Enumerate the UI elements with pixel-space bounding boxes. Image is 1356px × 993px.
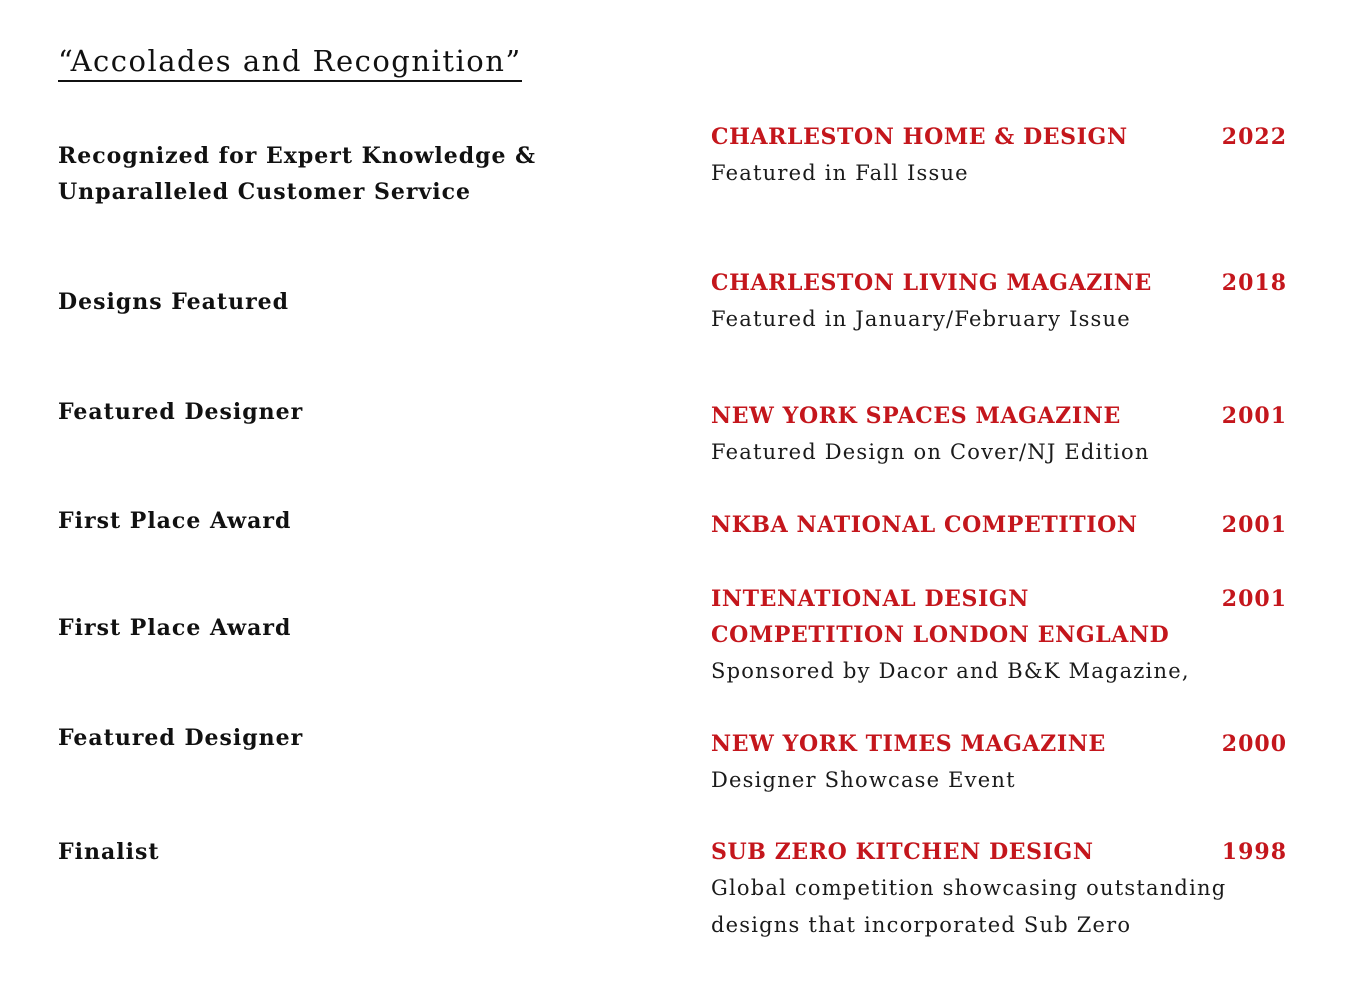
accolade-label-line: Featured Designer	[58, 399, 304, 425]
accolade-label-line: Finalist	[58, 839, 160, 865]
accolade-label-line: Featured Designer	[58, 725, 304, 751]
accolade-label	[58, 834, 160, 870]
award-year: 2000	[1221, 731, 1287, 757]
publication-description: Featured in Fall Issue	[711, 161, 969, 185]
award-year: 2022	[1221, 124, 1287, 150]
publication-description: designs that incorporated Sub Zero	[711, 913, 1132, 937]
publication-name: INTENATIONAL DESIGN	[711, 586, 1029, 612]
accolade-label-line: First Place Award	[58, 508, 292, 534]
publication-description: Featured Design on Cover/NJ Edition	[711, 440, 1150, 464]
accolade-entry	[711, 507, 1291, 543]
accolade-label	[58, 138, 536, 210]
accolade-entry	[711, 581, 1291, 690]
accolade-label	[58, 284, 289, 320]
publication-description: Featured in January/February Issue	[711, 307, 1131, 331]
publication-description: Global competition showcasing outstanding	[711, 876, 1227, 900]
award-year: 2018	[1221, 270, 1287, 296]
accolade-entry	[711, 265, 1291, 338]
page-title: “Accolades and Recognition”	[58, 44, 522, 82]
award-year: 2001	[1221, 403, 1287, 429]
accolade-entry	[711, 726, 1291, 799]
publication-name: NEW YORK TIMES MAGAZINE	[711, 731, 1106, 757]
publication-name: SUB ZERO KITCHEN DESIGN	[711, 839, 1094, 865]
award-year: 2001	[1221, 512, 1287, 538]
publication-name: CHARLESTON HOME & DESIGN	[711, 124, 1128, 150]
accolade-label-line: Designs Featured	[58, 289, 290, 315]
publication-name: CHARLESTON LIVING MAGAZINE	[711, 270, 1152, 296]
award-year: 1998	[1221, 839, 1287, 865]
accolade-entry	[711, 398, 1291, 471]
award-year: 2001	[1221, 586, 1287, 612]
accolade-label	[58, 503, 291, 539]
publication-description: Sponsored by Dacor and B&K Magazine,	[711, 659, 1190, 683]
publication-name: NEW YORK SPACES MAGAZINE	[711, 403, 1121, 429]
publication-name-line2: COMPETITION LONDON ENGLAND	[711, 622, 1170, 648]
publication-description: Designer Showcase Event	[711, 768, 1016, 792]
accolade-entry	[711, 834, 1291, 944]
accolade-label	[58, 610, 291, 646]
accolade-label-line: First Place Award	[58, 615, 292, 641]
accolade-entry	[711, 119, 1291, 192]
accolade-label-line: Recognized for Expert Knowledge &	[58, 143, 537, 169]
accolade-label	[58, 394, 303, 430]
accolade-label-line: Unparalleled Customer Service	[58, 179, 472, 205]
publication-name: NKBA NATIONAL COMPETITION	[711, 512, 1138, 538]
accolade-label	[58, 720, 303, 756]
